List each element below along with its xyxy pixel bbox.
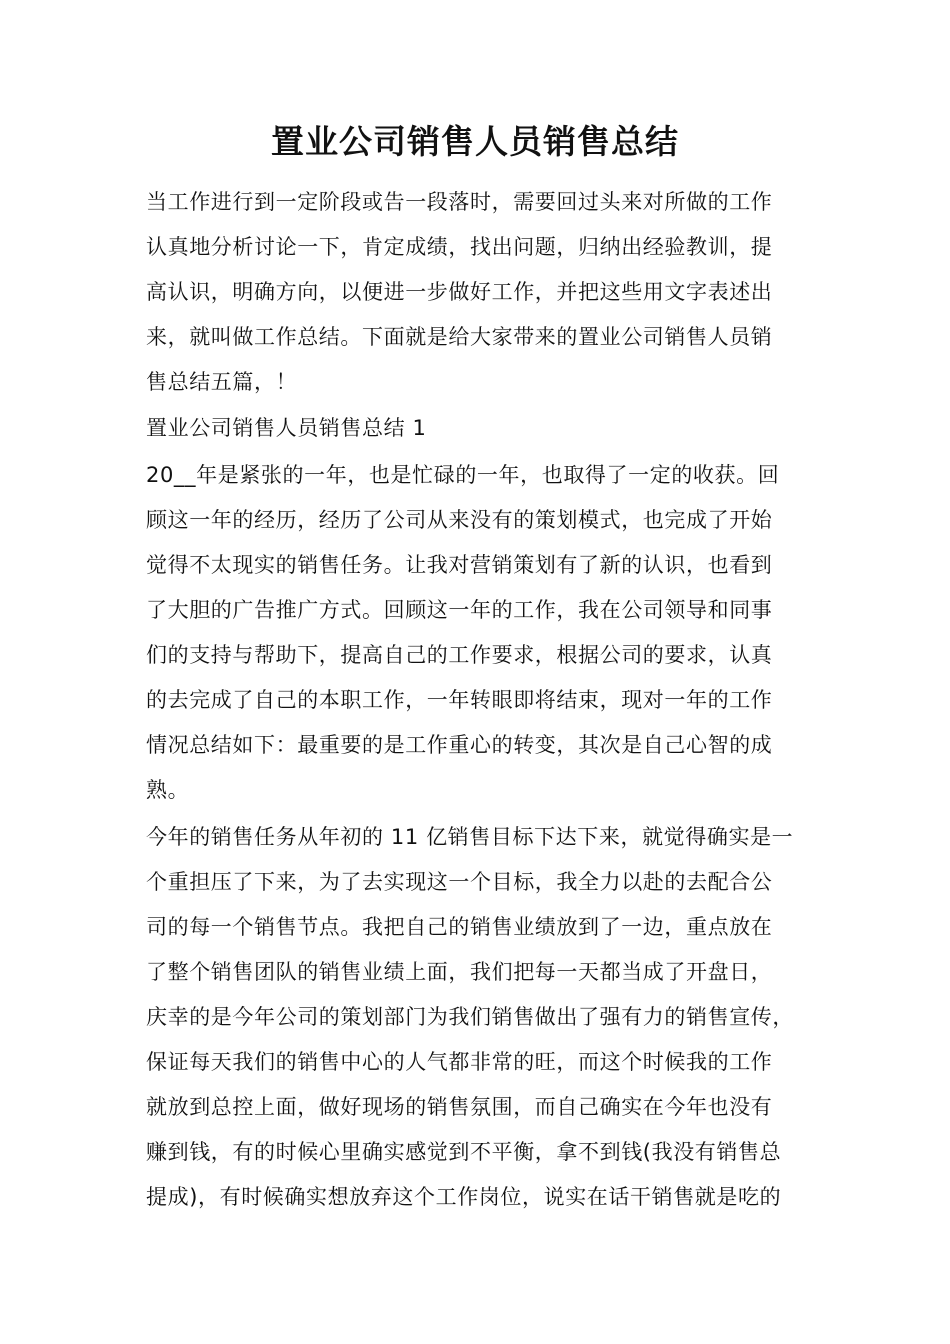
- paragraph1-line: 熟。: [146, 778, 190, 802]
- paragraph1-line: 觉得不太现实的销售任务。让我对营销策划有了新的认识，也看到: [146, 553, 773, 577]
- paragraph2-line: 就放到总控上面，做好现场的销售氛围，而自己确实在今年也没有: [146, 1095, 773, 1119]
- paragraph2-line: 庆幸的是今年公司的策划部门为我们销售做出了强有力的销售宣传，: [146, 1005, 794, 1029]
- paragraph2-line: 提成)，有时候确实想放弃这个工作岗位，说实在话干销售就是吃的: [146, 1185, 782, 1209]
- paragraph1-line: 们的支持与帮助下，提高自己的工作要求，根据公司的要求，认真: [146, 643, 773, 667]
- paragraph2-line: 个重担压了下来，为了去实现这一个目标，我全力以赴的去配合公: [146, 870, 773, 894]
- paragraph2-line: 了整个销售团队的销售业绩上面，我们把每一天都当成了开盘日，: [146, 960, 773, 984]
- paragraph2-line: 赚到钱，有的时候心里确实感觉到不平衡，拿不到钱(我没有销售总: [146, 1140, 782, 1164]
- intro-line: 当工作进行到一定阶段或告一段落时，需要回过头来对所做的工作: [146, 190, 773, 214]
- intro-line: 认真地分析讨论一下，肯定成绩，找出问题，归纳出经验教训，提: [146, 235, 773, 259]
- paragraph2-line: 保证每天我们的销售中心的人气都非常的旺，而这个时候我的工作: [146, 1050, 773, 1074]
- paragraph1-line: 情况总结如下：最重要的是工作重心的转变，其次是自己心智的成: [146, 733, 773, 757]
- paragraph1-line: 顾这一年的经历，经历了公司从来没有的策划模式，也完成了开始: [146, 508, 773, 532]
- paragraph1-line: 了大胆的广告推广方式。回顾这一年的工作，我在公司领导和同事: [146, 598, 773, 622]
- paragraph1-line: 的去完成了自己的本职工作，一年转眼即将结束，现对一年的工作: [146, 688, 773, 712]
- intro-line: 高认识，明确方向，以便进一步做好工作，并把这些用文字表述出: [146, 280, 773, 304]
- paragraph2-line: 司的每一个销售节点。我把自己的销售业绩放到了一边，重点放在: [146, 915, 773, 939]
- paragraph1-line: 20__年是紧张的一年，也是忙碌的一年，也取得了一定的收获。回: [146, 463, 780, 487]
- intro-line: 售总结五篇，！: [146, 370, 298, 394]
- document-title: 置业公司销售人员销售总结: [271, 122, 679, 161]
- section-heading: 置业公司销售人员销售总结 1: [146, 416, 427, 440]
- intro-line: 来，就叫做工作总结。下面就是给大家带来的置业公司销售人员销: [146, 325, 773, 349]
- paragraph2-line: 今年的销售任务从年初的 11 亿销售目标下达下来，就觉得确实是一: [146, 825, 794, 849]
